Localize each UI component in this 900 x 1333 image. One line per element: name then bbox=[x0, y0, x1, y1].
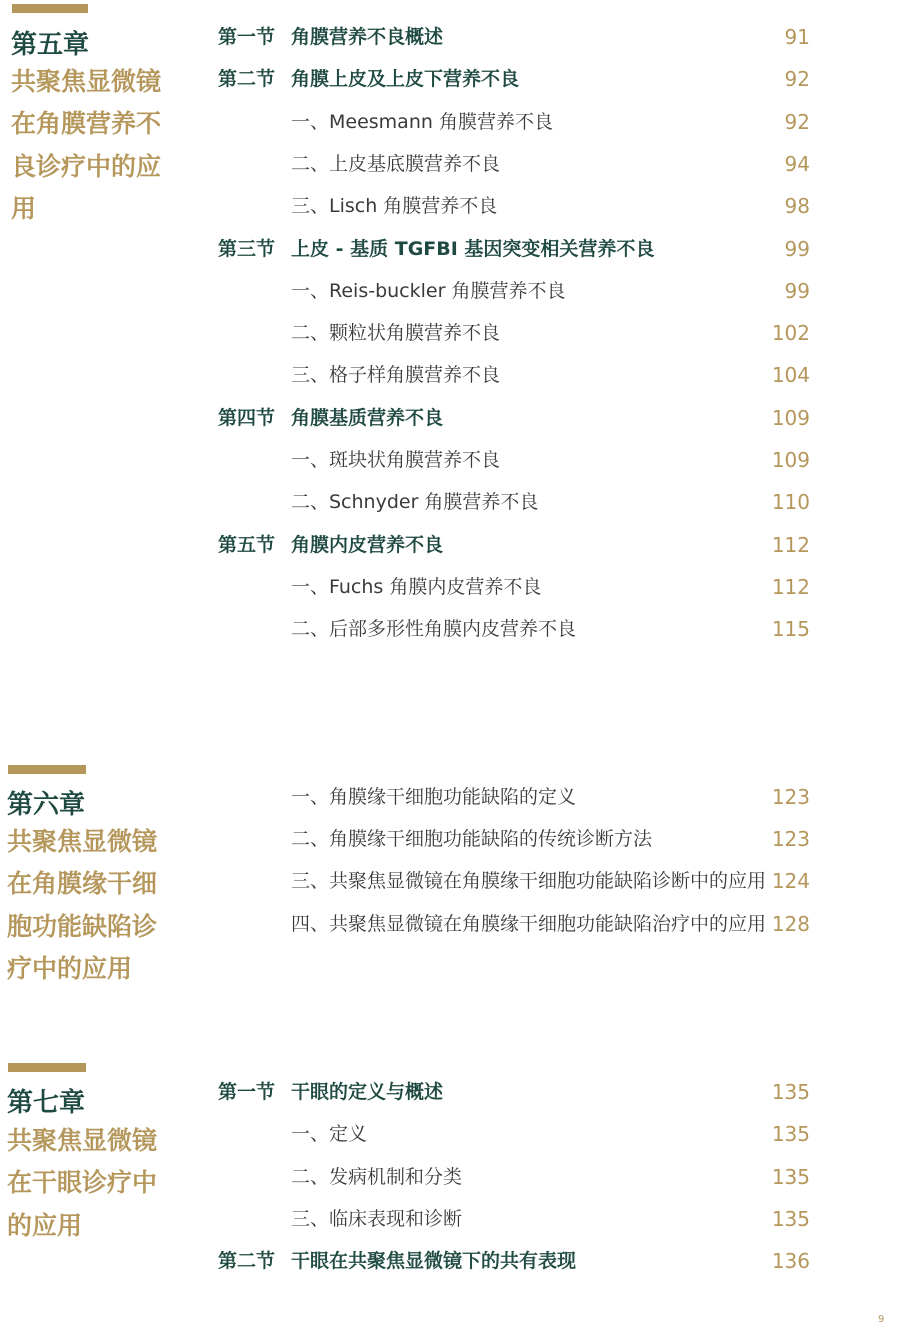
toc-entry bbox=[0, 276, 900, 306]
toc-entry bbox=[0, 318, 900, 348]
toc-entry bbox=[0, 614, 900, 644]
chapter-title-line: 胞功能缺陷诊 bbox=[7, 911, 158, 941]
entry-page-number: 112 bbox=[771, 574, 810, 599]
chapter-title-line: 共聚焦显微镜 bbox=[7, 827, 158, 856]
entry-title: 干眼在共聚焦显微镜下的共有表现 bbox=[291, 1250, 577, 1273]
entry-page-number: 99 bbox=[784, 236, 810, 261]
toc-entry bbox=[0, 572, 900, 602]
entry-page-number: 124 bbox=[771, 869, 810, 894]
entry-title: 角膜基质营养不良 bbox=[291, 406, 444, 429]
toc-entry bbox=[0, 191, 900, 221]
entry-title: 二、颗粒状角膜营养不良 bbox=[291, 322, 501, 345]
entry-title: 角膜上皮及上皮下营养不良 bbox=[291, 68, 520, 91]
toc-entry bbox=[0, 22, 900, 52]
entry-page-number: 92 bbox=[784, 67, 810, 92]
entry-title: 二、发病机制和分类 bbox=[291, 1165, 463, 1188]
section-number: 第三节 bbox=[218, 237, 276, 260]
toc-entry bbox=[0, 1119, 900, 1149]
entry-title: 一、定义 bbox=[291, 1123, 368, 1146]
toc-entry bbox=[0, 445, 900, 475]
toc-entry bbox=[0, 64, 900, 94]
entry-title: 二、Schnyder 角膜营养不良 bbox=[291, 491, 539, 514]
entry-page-number: 135 bbox=[771, 1206, 810, 1231]
section-number: 第一节 bbox=[218, 26, 276, 48]
entry-page-number: 109 bbox=[771, 405, 810, 430]
entry-title: 二、后部多形性角膜内皮营养不良 bbox=[291, 618, 577, 641]
entry-page-number: 94 bbox=[784, 151, 810, 176]
toc-entry bbox=[0, 234, 900, 264]
section-number: 第二节 bbox=[218, 68, 276, 91]
toc-entry bbox=[0, 1204, 900, 1234]
toc-entry bbox=[0, 824, 900, 854]
chapter-title-line: 在角膜缘干细 bbox=[7, 869, 158, 899]
chapter-title-line: 的应用 bbox=[7, 1210, 83, 1240]
entry-title: 二、角膜缘干细胞功能缺陷的传统诊断方法 bbox=[291, 828, 653, 851]
toc-entry bbox=[0, 1246, 900, 1276]
toc-entry bbox=[0, 149, 900, 179]
entry-page-number: 98 bbox=[784, 194, 810, 219]
entry-page-number: 91 bbox=[784, 25, 810, 49]
entry-page-number: 92 bbox=[784, 109, 810, 134]
entry-title: 一、斑块状角膜营养不良 bbox=[291, 449, 501, 471]
entry-title: 角膜营养不良概述 bbox=[291, 26, 444, 48]
chapter-accent-bar bbox=[12, 4, 88, 13]
entry-page-number: 109 bbox=[771, 448, 810, 472]
entry-page-number: 128 bbox=[771, 911, 810, 936]
toc-entry bbox=[0, 487, 900, 517]
toc-entry bbox=[0, 866, 900, 896]
toc-entry bbox=[0, 403, 900, 433]
chapter-title-line: 用 bbox=[11, 193, 37, 223]
entry-title: 一、Reis-buckler 角膜营养不良 bbox=[291, 279, 566, 302]
entry-title: 一、Fuchs 角膜内皮营养不良 bbox=[291, 575, 542, 598]
entry-title: 上皮 - 基质 TGFBI 基因突变相关营养不良 bbox=[291, 237, 655, 260]
chapter-label: 第六章 bbox=[7, 790, 86, 820]
entry-page-number: 136 bbox=[771, 1249, 810, 1274]
section-number: 第一节 bbox=[218, 1081, 276, 1103]
page-number: 9 bbox=[878, 1314, 885, 1325]
entry-page-number: 135 bbox=[771, 1164, 810, 1189]
entry-page-number: 123 bbox=[771, 785, 810, 809]
entry-page-number: 135 bbox=[771, 1122, 810, 1147]
entry-title: 三、Lisch 角膜营养不良 bbox=[291, 195, 498, 218]
entry-page-number: 115 bbox=[771, 617, 810, 642]
section-number: 第五节 bbox=[218, 533, 276, 556]
section-number: 第二节 bbox=[218, 1250, 276, 1273]
chapter-label: 第五章 bbox=[11, 30, 90, 60]
entry-page-number: 135 bbox=[771, 1080, 810, 1104]
entry-title: 二、上皮基底膜营养不良 bbox=[291, 152, 501, 175]
chapter-accent-bar bbox=[8, 765, 86, 774]
entry-title: 一、Meesmann 角膜营养不良 bbox=[291, 110, 553, 133]
entry-title: 一、角膜缘干细胞功能缺陷的定义 bbox=[291, 786, 577, 808]
entry-page-number: 110 bbox=[771, 490, 810, 515]
chapter-title-line: 疗中的应用 bbox=[7, 953, 133, 983]
entry-page-number: 104 bbox=[771, 363, 810, 388]
toc-entry bbox=[0, 530, 900, 560]
entry-title: 四、共聚焦显微镜在角膜缘干细胞功能缺陷治疗中的应用 bbox=[291, 912, 767, 935]
chapter-title-line: 共聚焦显微镜 bbox=[7, 1126, 158, 1155]
chapter-accent-bar bbox=[8, 1063, 86, 1072]
chapter-title-line: 在干眼诊疗中 bbox=[7, 1168, 158, 1198]
chapter-label: 第七章 bbox=[7, 1088, 86, 1118]
toc-entry bbox=[0, 909, 900, 939]
entry-title: 干眼的定义与概述 bbox=[291, 1081, 444, 1103]
entry-title: 三、共聚焦显微镜在角膜缘干细胞功能缺陷诊断中的应用 bbox=[291, 870, 767, 893]
chapter-title-line: 共聚焦显微镜 bbox=[11, 67, 162, 96]
entry-page-number: 123 bbox=[771, 827, 810, 852]
toc-entry bbox=[0, 1077, 900, 1107]
toc-entry bbox=[0, 1162, 900, 1192]
chapter-title-line: 良诊疗中的应 bbox=[11, 151, 162, 181]
toc-entry bbox=[0, 107, 900, 137]
entry-page-number: 112 bbox=[771, 532, 810, 557]
section-number: 第四节 bbox=[218, 406, 276, 429]
entry-title: 三、临床表现和诊断 bbox=[291, 1207, 463, 1230]
chapter-title-line: 在角膜营养不 bbox=[11, 109, 162, 139]
toc-entry bbox=[0, 360, 900, 390]
toc-entry bbox=[0, 782, 900, 812]
entry-page-number: 99 bbox=[784, 278, 810, 303]
entry-title: 三、格子样角膜营养不良 bbox=[291, 364, 501, 387]
entry-page-number: 102 bbox=[771, 321, 810, 346]
entry-title: 角膜内皮营养不良 bbox=[291, 533, 444, 556]
